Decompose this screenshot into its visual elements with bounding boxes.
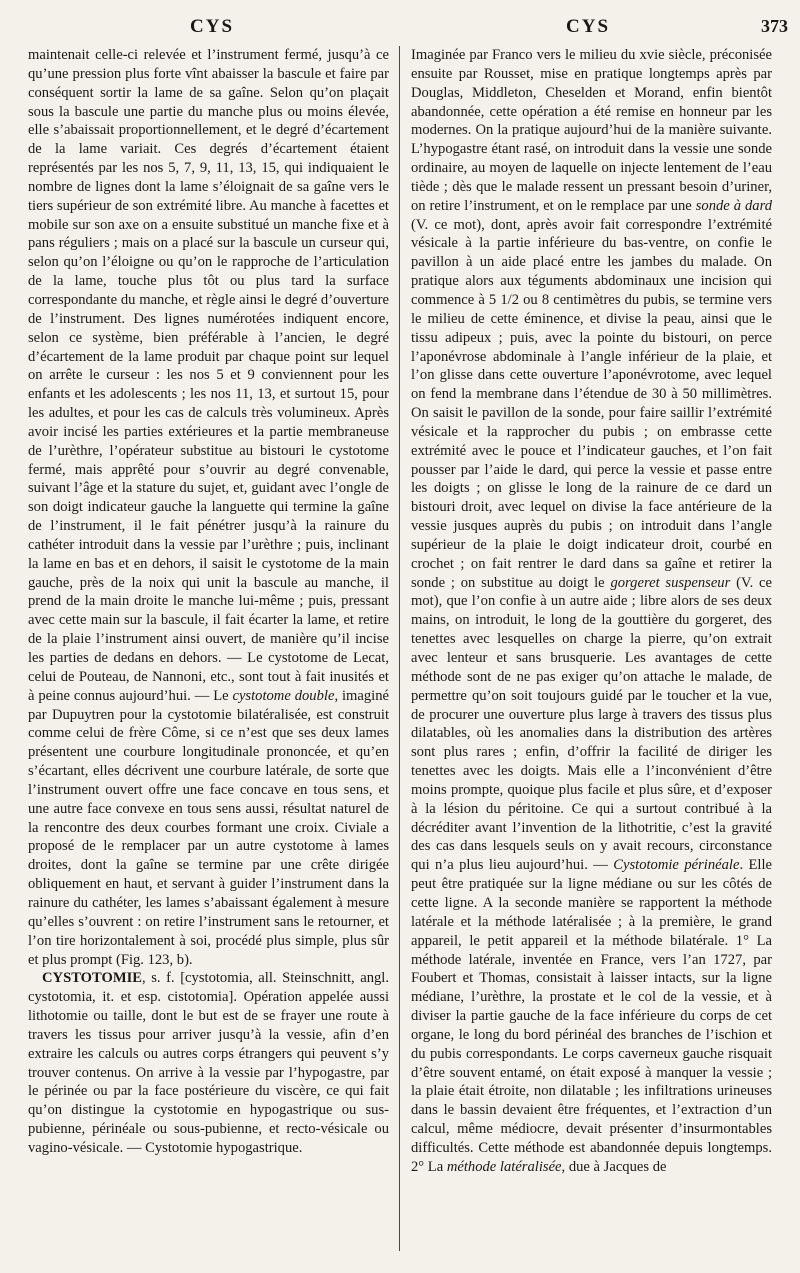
- cystotome-text-continued: , imaginé par Dupuytren pour la cystotomie bilatéralisée, est construit comme celui de frère Côme, si ce n’est que ses deux lames présentent une courbure longitudinale prononcée, et qu’en s’écartant, elles décrivent une courbure latérale, de sorte que l’instrument ouvert offre une face concave en tous sens, et une autre face convexe en tous sens aussi, résultat naturel de la rencontre des deux courbes formant une croix. Civiale a proposé de le remplacer par un autre cystotome à lames droites, dont la gaîne se termine par une crête dirigée obliquement en haut, et servant à guider l’instrument dans la rainure du cathéter, les lames s’abaissant également à mesure qu’elles s’ouvrent : on retire l’instrument sans le retourner, et l’on tire horizontalement à soi, procédé plus simple, plus sûr et plus prompt (Fig. 123, b).: [28, 687, 389, 968]
- paragraph-hypogastrique: [411, 46, 772, 1177]
- paragraph-cystotome: [28, 46, 389, 969]
- cystotome-text: maintenait celle-ci relevée et l’instrument fermé, jusqu’à ce qu’une pression plus forte vînt abaisser la bascule et faire par conséquent sortir la lame de sa gaîne. Selon qu’on plaçait sous la bascule une partie du manche plus ou moins élevée, elle s’abaissait proportionnellement, et le degré d’écartement de la lame variait. Ces degrés d’écartement étaient représentés par les nos 5, 7, 9, 11, 13, 15, qui indiquaient le nombre de lignes dont la lame s’éloignait de sa gaîne vers le tiers supérieur de son extrémité libre. Au manche à facettes et mobile sur son axe on a ensuite substitué un manche fixe et à pans réguliers ; mais on a placé sur la bascule un curseur qui, selon qu’on l’éloigne ou qu’on le rapproche de l’articulation de la lame, touche plus tôt ou plus tard la surface correspondante du manche, et règle ainsi le degré d’ouverture de l’instrument. Des lignes numérotées indiquent encore, selon ce système, bien préférable à l’ancien, le degré d’écartement de la lame produit par chaque point sur lequel on arrête le curseur : les nos 5 et 9 conviennent pour les enfants et les adolescents ; les nos 11, 13, et surtout 15, pour les adultes, et pour les cas de calculs très volumineux. Après avoir incisé les parties extérieures et la partie membraneuse de l’urèthre, l’opérateur substitue au bistouri le cystotome fermé, mais apprêté pour s’ouvrir au degré convenable, suivant l’âge et la stature du sujet, et, guidant avec l’ongle de son doigt indicateur gauche la languette qui termine la gaîne de l’instrument, il le fait pénétrer jusqu’à la rainure du cathéter introduit dans la vessie par l’urèthre ; puis, inclinant la lame en bas et en dehors, il saisit le cystotome de la main gauche, près de la noix qui unit la bascule au manche, il prend de la main droite le manche lui-même ; puis, pressant avec cette main sur la bascule, il fait écarter la lame, et retire de la plaie l’instrument ainsi ouvert, de manière qu’il incise les parties de dedans en dehors. — Le cystotome de Lecat, celui de Pouteau, de Nannoni, etc., sont tout à fait inusités et à peine connus aujourd’hui. — Le: [28, 47, 389, 704]
- page-number: 373: [761, 16, 788, 36]
- left-column: [28, 46, 389, 1268]
- right-column: [411, 46, 772, 1268]
- entry-cystotomie: [28, 969, 389, 1157]
- running-head-right: CYS: [566, 16, 611, 37]
- hypogastrique-text: Imaginée par Franco vers le milieu du xvie siècle, préconisée ensuite par Rousset, mise en pratique longtemps après par Douglas, Middleton, Cheselden et Morand, enfin bientôt abandonnée, cette opération a été remise en honneur par les modernes. On la pratique aujourd’hui de la manière suivante. L’hypogastre étant rasé, on introduit dans la vessie une sonde ordinaire, au moyen de laquelle on injecte lentement de l’eau tiède ; dès que le malade ressent un pressant besoin d’uriner, on retire l’instrument, et on le remplace par une: [411, 47, 772, 214]
- perineale-text: . Elle peut être pratiquée sur la ligne médiane ou sur les côtés de cette ligne. A la seconde manière se rapportent la méthode latérale et la méthode latéralisée ; à la première, le grand appareil, le petit appareil et la méthode bilatérale. 1° La méthode latérale, inventée en France, vers l’an 1727, par Foubert et Thomas, consistait à laisser intacts, sur la ligne médiane, l’urèthre, la prostate et le col de la vessie, et à diviser la partie gauche de la face inférieure du corps de cet organe, le long du bord périnéal des branches de l’ischion et du pubis correspondants. Le corps caverneux gauche risquait d’être souvent entamé, on était exposé à manquer la vessie ; la plaie était étroite, non dilatable ; les infiltrations urineuses dans le bassin devaient être fréquentes, et l’extraction d’un calcul, même médiocre, devait présenter d’insurmontables difficultés. Cette méthode est abandonnée depuis longtemps. 2° La: [411, 857, 772, 1175]
- cystotome-double-term: cystotome double: [232, 687, 335, 704]
- entry-headword: CYSTOTOMIE: [42, 970, 143, 987]
- lateralisee-text: , due à Jacques de: [561, 1158, 667, 1175]
- entry-definition: , s. f. [cystotomia, all. Steinschnitt, angl. cystotomia, it. et esp. cistotomia]. Opération appelée aussi lithotomie ou taille, dont le but est de se frayer une route à travers les tissus pour arriver jusqu’à la vessie, afin d’en extraire les calculs ou autres corps étrangers qui peuvent s’y trouver contenus. On arrive à la vessie par l’hypogastre, par le périnée ou par la face postérieure du viscère, ce qui fait qu’on distingue la cystotomie en hypogastrique ou sus-pubienne, périnéale ou sous-pubienne, et recto-vésicale ou vagino-vésicale. — Cystotomie hypogastrique.: [28, 970, 389, 1156]
- term-methode-lateralisee: méthode latéralisée: [446, 1158, 562, 1175]
- term-sonde-a-dard: sonde à dard: [695, 197, 772, 214]
- term-gorgeret: gorgeret suspenseur: [610, 574, 731, 591]
- term-cystotomie-perineale: Cystotomie périnéale: [613, 857, 740, 874]
- running-head-left: CYS: [190, 16, 235, 37]
- hypogastrique-text-c: (V. ce mot), que l’on confie à un autre aide ; libre alors de ses deux mains, on introduit, le long de la gouttière du gorgeret, des tenettes avec lesquelles on charge la pierre, qu’on extrait avec lenteur et sans brusquerie. Les avantages de cette méthode sont de ne pas exiger qu’on attache le malade, de permettre qu’on soit toujours guidé par le toucher et la vue, de procurer une ouverture plus large à travers des tissus plus dilatables, où les anomalies dans la distribution des artères sont plus rares ; enfin, d’offrir la facilité de diriger les tenettes avec les doigts. Mais elle a l’inconvénient d’être moins prompte, quoique plus facile et plus sûre, et d’exposer à la lésion du péritoine. Ce qui a surtout contribué à la décréditer avant l’invention de la lithotritie, c’est la gravité des cas dans lesquels seuls on y avait recours, circonstance qui n’a plus lieu aujourd’hui. —: [411, 574, 772, 874]
- hypogastrique-text-b: (V. ce mot), dont, après avoir fait correspondre l’extrémité vésicale à la partie inférieure du bas-ventre, on confie le pavillon à un aide placé entre les jambes du malade. On pratique alors aux téguments abdominaux une incision qui commence à 5 1/2 ou 8 centimètres du pubis, se termine vers le milieu de cette éminence, et divise la peau, ainsi que le tissu adipeux ; puis, avec la pointe du bistouri, on perce l’aponévrose abdominale à l’angle inférieur de la plaie, et l’on glisse dans cette ouverture l’aponévrotome, avec lequel on fend la membrane dans l’étendue de 30 à 50 millimètres. On saisit le pavillon de la sonde, pour faire saillir l’extrémité vésicale et la rapprocher du pubis ; on embrasse cette extrémité avec le pouce et l’indicateur gauches, et l’on fait pousser par l’aide le dard, qui perce la vessie et passe entre les doigts ; on glisse le long de la rainure de ce dard un bistouri droit, avec lequel on divise la face antérieure de la vessie jusques auprès du pubis ; on introduit dans l’angle supérieur de la plaie le doigt indicateur droit, courbé en crochet ; on fait rentrer le dard dans sa gaîne et retirer la sonde ; on substitue au doigt le: [411, 216, 772, 591]
- column-divider: [399, 46, 400, 1251]
